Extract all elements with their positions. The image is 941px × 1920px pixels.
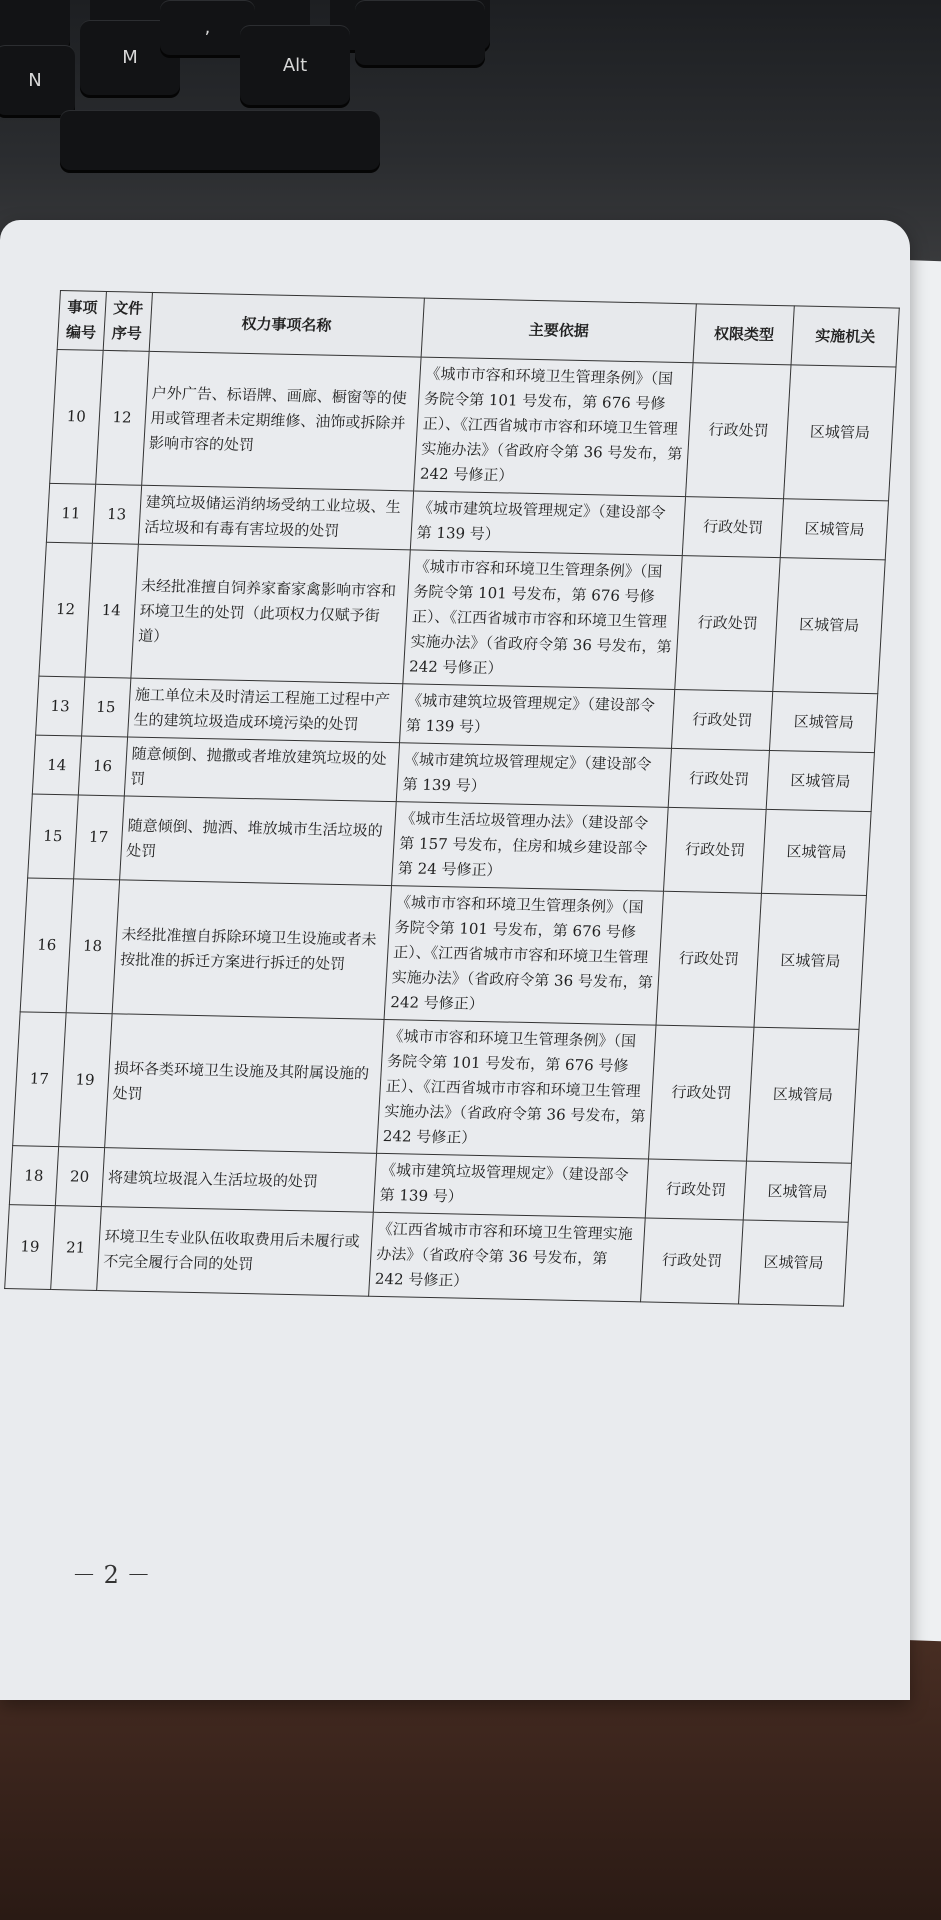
type-cell: 行政处罚 bbox=[672, 689, 773, 750]
table-row bbox=[20, 878, 866, 1029]
doc-no-cell: 16 bbox=[78, 736, 127, 796]
basis-cell: 《城市市容和环境卫生管理条例》（国务院令第 101 号发布，第 676 号修正）、《江西省城市市容和环境卫生管理实施办法》（省政府令第 36 号发布，第 242 号修正） bbox=[376, 1019, 656, 1159]
type-cell: 行政处罚 bbox=[641, 1218, 744, 1304]
keyboard-key bbox=[0, 0, 70, 50]
name-cell: 户外广告、标语牌、画廊、橱窗等的使用或管理者未定期维修、油饰或拆除并影响市容的处罚 bbox=[141, 351, 421, 491]
keyboard-key-comma: , bbox=[160, 0, 255, 55]
type-cell: 行政处罚 bbox=[668, 748, 769, 809]
doc-no-cell: 18 bbox=[66, 879, 119, 1014]
agency-cell: 区城管局 bbox=[744, 1161, 852, 1222]
doc-no-cell: 15 bbox=[81, 677, 130, 737]
agency-cell: 区城管局 bbox=[784, 365, 896, 501]
item-no-cell: 13 bbox=[36, 676, 85, 736]
agency-cell: 区城管局 bbox=[762, 809, 871, 895]
page-number: － 2 － bbox=[72, 1561, 151, 1589]
type-cell: 行政处罚 bbox=[683, 497, 784, 558]
type-cell: 行政处罚 bbox=[675, 556, 781, 692]
header-doc-no: 文件序号 bbox=[103, 291, 152, 351]
item-no-cell: 19 bbox=[5, 1205, 55, 1290]
item-no-cell: 18 bbox=[9, 1146, 58, 1206]
name-cell: 随意倾倒、抛撒或者堆放建筑垃圾的处罚 bbox=[124, 737, 400, 802]
item-no-cell: 11 bbox=[46, 483, 95, 543]
header-type: 权限类型 bbox=[693, 304, 794, 365]
name-cell: 建筑垃圾储运消纳场受纳工业垃圾、生活垃圾和有毒有害垃圾的处罚 bbox=[138, 485, 414, 550]
document-content bbox=[4, 290, 910, 1307]
agency-cell: 区城管局 bbox=[739, 1220, 848, 1306]
keyboard-key-m: M bbox=[80, 20, 180, 95]
name-cell: 损坏各类环境卫生设施及其附属设施的处罚 bbox=[104, 1014, 384, 1154]
header-basis: 主要依据 bbox=[421, 298, 697, 363]
table-row bbox=[39, 542, 885, 693]
name-cell: 未经批准擅自饲养家畜家禽影响市容和环境卫生的处罚（此项权力仅赋予街道） bbox=[130, 544, 410, 684]
item-no-cell: 16 bbox=[20, 878, 73, 1013]
agency-cell: 区城管局 bbox=[770, 692, 878, 753]
header-name: 权力事项名称 bbox=[149, 292, 425, 357]
keyboard-key-alt: Alt bbox=[240, 25, 350, 105]
type-cell: 行政处罚 bbox=[686, 363, 792, 499]
agency-cell: 区城管局 bbox=[767, 750, 875, 811]
type-cell: 行政处罚 bbox=[664, 807, 767, 893]
basis-cell: 《城市市容和环境卫生管理条例》（国务院令第 101 号发布，第 676 号修正）、《江西省城市市容和环境卫生管理实施办法》（省政府令第 36 号发布，第 242 号修正） bbox=[384, 886, 664, 1026]
basis-cell: 《城市市容和环境卫生管理条例》（国务院令第 101 号发布，第 676 号修正）、《江西省城市市容和环境卫生管理实施办法》（省政府令第 36 号发布，第 242 号修正） bbox=[414, 357, 694, 497]
keyboard-key bbox=[355, 0, 485, 65]
power-items-table bbox=[4, 290, 900, 1307]
table-row bbox=[13, 1012, 859, 1163]
basis-cell: 《城市市容和环境卫生管理条例》（国务院令第 101 号发布，第 676 号修正）、《江西省城市市容和环境卫生管理实施办法》（省政府令第 36 号发布，第 242 号修正） bbox=[403, 550, 683, 690]
table-row bbox=[50, 349, 896, 500]
item-no-cell: 14 bbox=[32, 735, 81, 795]
item-no-cell: 12 bbox=[39, 542, 92, 677]
agency-cell: 区城管局 bbox=[747, 1027, 859, 1163]
basis-cell: 《城市建筑垃圾管理规定》（建设部令第 139 号） bbox=[399, 684, 675, 749]
name-cell: 随意倾倒、抛洒、堆放城市生活垃圾的处罚 bbox=[119, 796, 396, 886]
table-row bbox=[5, 1205, 849, 1306]
item-no-cell: 10 bbox=[50, 349, 103, 484]
name-cell: 未经批准擅自拆除环境卫生设施或者未按批准的拆迁方案进行拆迁的处罚 bbox=[112, 880, 392, 1020]
name-cell: 环境卫生专业队伍收取费用后未履行或不完全履行合同的处罚 bbox=[96, 1207, 373, 1297]
keyboard-spacebar bbox=[60, 110, 380, 170]
doc-no-cell: 14 bbox=[85, 543, 138, 678]
basis-cell: 《城市生活垃圾管理办法》（建设部令第 157 号发布，住房和城乡建设部令第 24 号修正） bbox=[391, 802, 668, 892]
doc-no-cell: 20 bbox=[55, 1147, 104, 1207]
doc-no-cell: 12 bbox=[95, 350, 148, 485]
basis-cell: 《城市建筑垃圾管理规定》（建设部令第 139 号） bbox=[373, 1153, 649, 1218]
header-agency: 实施机关 bbox=[791, 306, 899, 367]
type-cell: 行政处罚 bbox=[646, 1159, 747, 1220]
item-no-cell: 17 bbox=[13, 1012, 66, 1147]
name-cell: 将建筑垃圾混入生活垃圾的处罚 bbox=[101, 1148, 377, 1213]
doc-no-cell: 21 bbox=[50, 1206, 100, 1291]
doc-no-cell: 19 bbox=[58, 1013, 111, 1148]
name-cell: 施工单位未及时清运工程施工过程中产生的建筑垃圾造成环境污染的处罚 bbox=[127, 678, 403, 743]
type-cell: 行政处罚 bbox=[656, 891, 762, 1027]
basis-cell: 《江西省城市市容和环境卫生管理实施办法》（省政府令第 36 号发布，第 242 号修正） bbox=[368, 1212, 645, 1302]
doc-no-cell: 17 bbox=[73, 795, 123, 880]
agency-cell: 区城管局 bbox=[773, 558, 885, 694]
agency-cell: 区城管局 bbox=[754, 893, 866, 1029]
type-cell: 行政处罚 bbox=[649, 1025, 755, 1161]
basis-cell: 《城市建筑垃圾管理规定》（建设部令第 139 号） bbox=[410, 491, 686, 556]
keyboard-key-n: N bbox=[0, 45, 75, 115]
agency-cell: 区城管局 bbox=[781, 499, 889, 560]
item-no-cell: 15 bbox=[28, 794, 78, 879]
header-item-no: 事项编号 bbox=[57, 291, 106, 351]
doc-no-cell: 13 bbox=[92, 484, 141, 544]
basis-cell: 《城市建筑垃圾管理规定》（建设部令第 139 号） bbox=[396, 743, 672, 808]
